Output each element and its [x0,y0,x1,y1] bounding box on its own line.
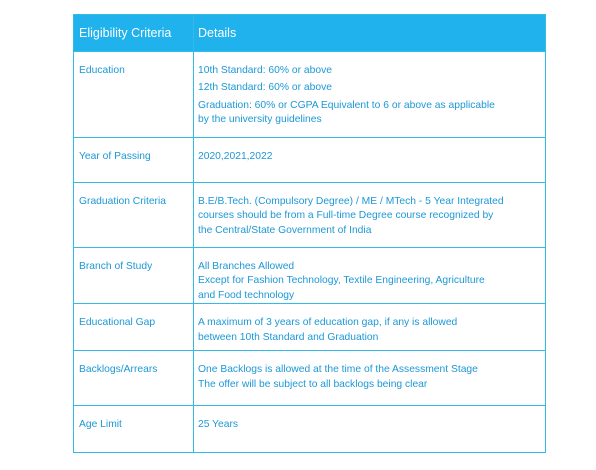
row-label: Education [79,65,125,76]
table-header-row [74,15,546,52]
row-label: Year of Passing [79,151,151,162]
detail-line: One Backlogs is allowed at the time of the Assessment Stage [198,364,478,376]
row-label-cell [74,304,194,351]
detail-line: All Branches Allowed [198,261,295,272]
detail-line: 2020,2021,2022 [198,151,273,162]
detail-line: 25 Years [198,419,239,431]
row-detail-cell [194,248,546,304]
header-details: Details [194,15,546,52]
row-detail-cell [194,52,546,138]
table-row-educational-gap [74,304,546,351]
detail-line: between 10th Standard and Graduation [198,331,379,343]
table-row-graduation-criteria [74,183,546,248]
detail-line: Graduation: 60% or CGPA Equivalent to 6 or above as applicable [198,99,495,111]
row-label: Branch of Study [79,261,153,272]
row-detail-cell [194,304,546,351]
detail-line: by the university guidelines [198,114,322,126]
row-detail-cell [194,406,546,453]
table-row-year-of-passing [74,138,546,183]
detail-line: The offer will be subject to all backlogs being clear [198,378,428,390]
detail-line: and Food technology [198,289,295,301]
row-label: Graduation Criteria [79,196,166,207]
detail-line: A maximum of 3 years of education gap, if any is allowed [198,317,458,329]
row-label-cell [74,138,194,183]
table-row-backlogs-arrears [74,351,546,406]
row-label: Age Limit [79,419,122,431]
row-label-cell [74,248,194,304]
detail-line: 12th Standard: 60% or above [198,82,332,94]
detail-line: B.E/B.Tech. (Compulsory Degree) / ME / MTech - 5 Year Integrated [198,196,504,207]
row-detail-cell [194,183,546,248]
row-detail-cell [194,138,546,183]
row-label: Educational Gap [79,317,156,329]
row-label-cell [74,406,194,453]
detail-line: courses should be from a Full-time Degree course recognized by [198,210,494,222]
table-row-age-limit [74,406,546,453]
table-row-branch-of-study [74,248,546,304]
row-label-cell [74,52,194,138]
eligibility-criteria-table [73,14,546,453]
row-label-cell [74,351,194,406]
row-detail-cell [194,351,546,406]
detail-line: the Central/State Government of India [198,224,372,236]
row-label: Backlogs/Arrears [79,364,158,376]
row-label-cell [74,183,194,248]
table-row-education [74,52,546,138]
detail-line: Except for Fashion Technology, Textile Engineering, Agriculture [198,275,485,287]
header-eligibility-criteria: Eligibility Criteria [74,15,194,52]
detail-line: 10th Standard: 60% or above [198,65,332,76]
